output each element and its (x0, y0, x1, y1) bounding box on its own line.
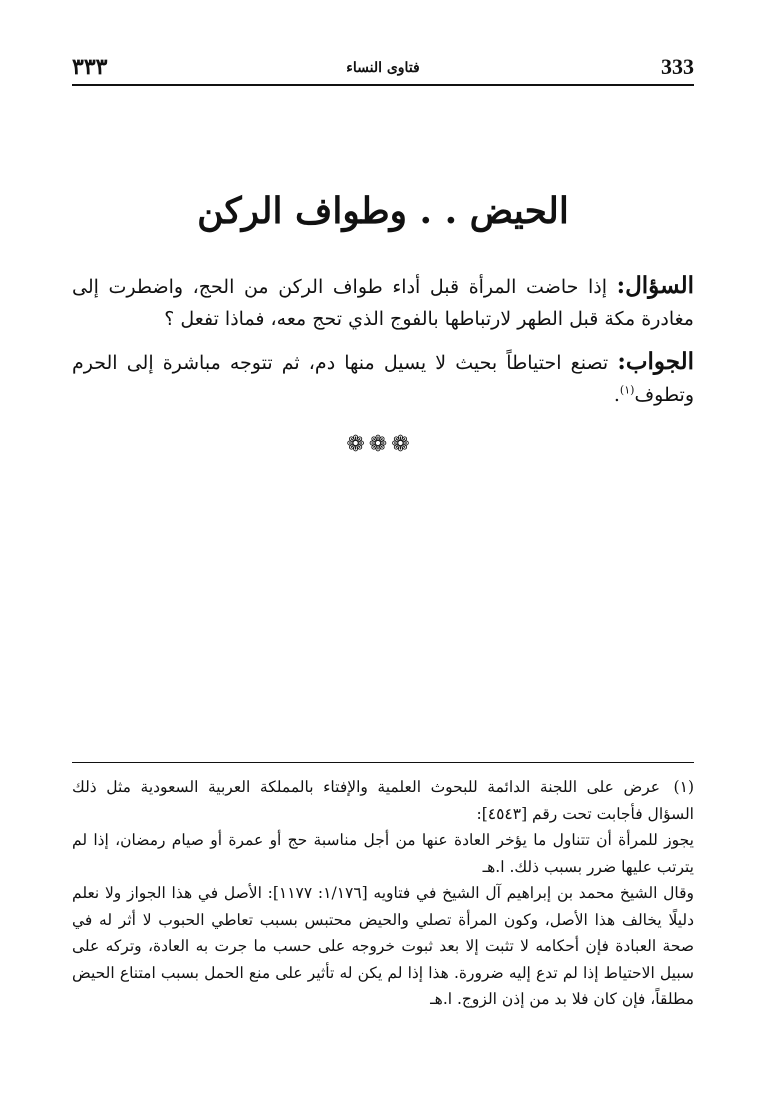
footnote-paragraph-1 (72, 774, 694, 827)
footnote-text-2: يجوز للمرأة أن تتناول ما يؤخر العادة عنها من أجل مناسبة حج أو عمرة أو صيام رمضان، إذا لم يترتب عليها ضرر بسبب ذلك. ا.هـ (72, 831, 694, 876)
page-number-latin: 333 (661, 54, 694, 79)
article-title: الحيض . . وطواف الركن (197, 190, 569, 232)
footnote-text-3: وقال الشيخ محمد بن إبراهيم آل الشيخ في فتاويه [١/١٧٦: ١١٧٧]: الأصل في هذا الجواز ولا نعلم دليلًا يخالف هذا الأصل، وكون المرأة تصلي والحيض محتبس بسبب تعاطي الحبوب لا أثر له في صحة العبادة فإن أحكامه لا تثبت إلا بعد ثبوت خروجه على حسب ما جرت به العادة، وتركه على سبيل الاحتياط إذا لم تدع إليه ضرورة. هذا إذا لم يكن له تأثير على منع الحمل بسبب امتناع الحيض مطلقاً، فإن كان فلا بد من إذن الزوج. ا.هـ (72, 884, 694, 1008)
page-number-arabic: ٣٣٣ (72, 54, 108, 80)
question-label: السؤال: (616, 272, 694, 299)
running-title: فتاوى النساء (346, 60, 420, 76)
page-header (72, 52, 694, 86)
footnotes (72, 774, 694, 1013)
answer-label: الجواب: (617, 348, 695, 375)
footnote-text-1: عرض على اللجنة الدائمة للبحوث العلمية والإفتاء بالمملكة العربية السعودية مثل ذلك السؤال فأجابت تحت رقم [٤٥٤٣]: (72, 778, 694, 823)
answer-end: . (613, 384, 620, 406)
footnote-paragraph-3 (72, 880, 694, 1013)
question-paragraph (72, 270, 694, 335)
question-text: إذا حاضت المرأة قبل أداء طواف الركن من الحج، واضطرت إلى مغادرة مكة قبل الطهر لارتباطها بالفوج الذي تحج معه، فماذا تفعل ؟ (72, 276, 694, 330)
footnote-paragraph-2 (72, 827, 694, 880)
footnote-divider (72, 762, 694, 763)
footnote-marker: (١) (673, 778, 694, 796)
answer-paragraph (72, 346, 694, 411)
section-separator-ornament: ❁❁❁ (346, 432, 414, 457)
footnote-reference[interactable]: (١) (619, 383, 635, 397)
answer-text: تصنع احتياطاً بحيث لا يسيل منها دم، ثم تتوجه مباشرة إلى الحرم وتطوف (72, 352, 694, 406)
